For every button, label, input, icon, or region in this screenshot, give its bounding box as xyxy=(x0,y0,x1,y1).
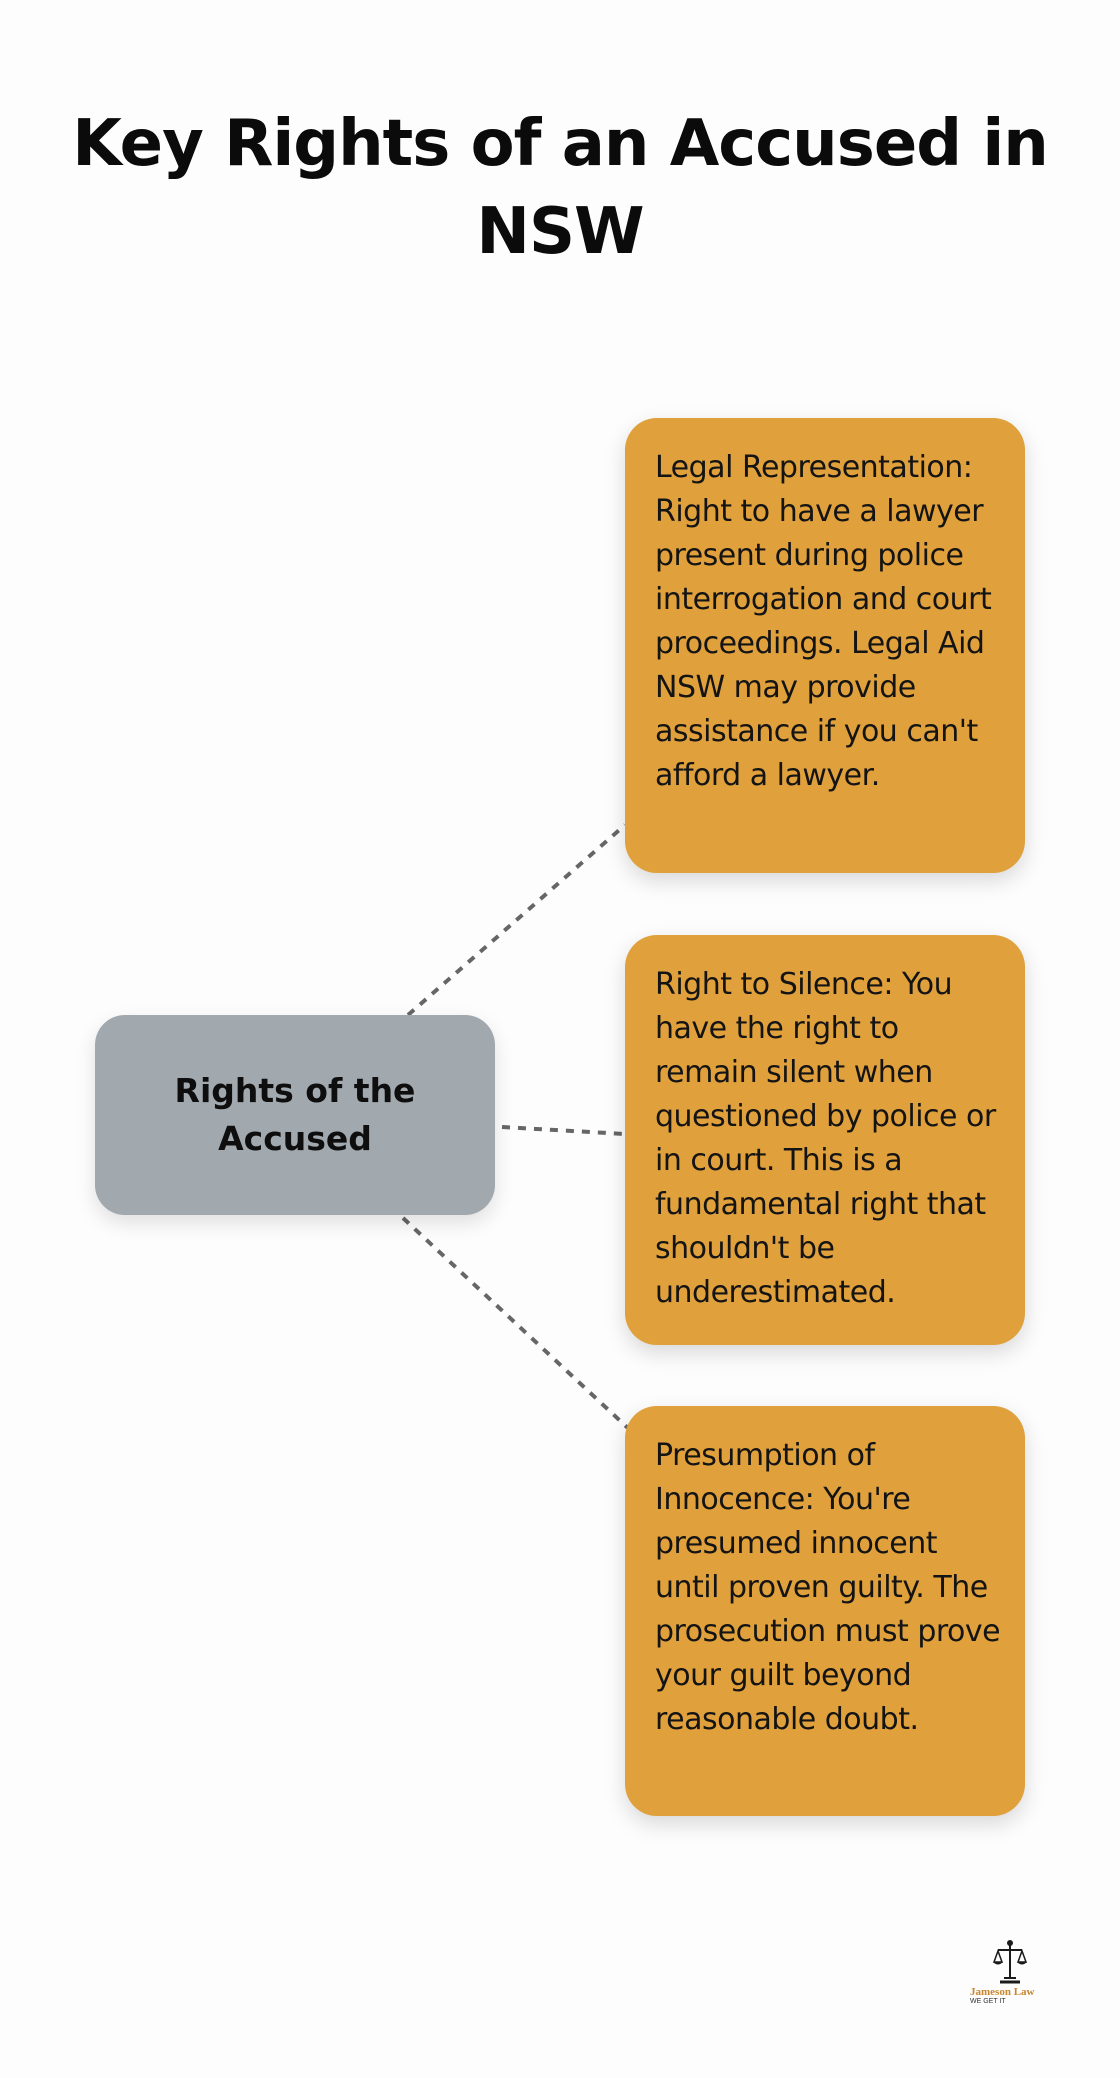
page-title: Key Rights of an Accused in NSW xyxy=(72,107,1048,269)
card-text: Legal Representation: Right to have a lawyer present during police interrogation and court proceedings. Legal Aid NSW may provide assistance if you can't afford a lawyer. xyxy=(655,450,992,793)
card-text: Right to Silence: You have the right to remain silent when questioned by police or in court. This is a fundamental right that shouldn't be underestimated. xyxy=(655,967,996,1310)
logo-name: Jameson Law xyxy=(970,1986,1035,1998)
brand-logo xyxy=(970,1938,1070,2018)
scales-of-justice-icon xyxy=(990,1938,1030,1986)
center-node xyxy=(95,1015,495,1215)
connector-line-1 xyxy=(408,825,625,1015)
card-text: Presumption of Innocence: You're presumed innocent until proven guilty. The prosecution must prove your guilt beyond reasonable doubt. xyxy=(655,1438,1001,1737)
connector-line-2 xyxy=(502,1127,625,1134)
right-card-presumption-of-innocence xyxy=(625,1406,1025,1816)
connector-line-3 xyxy=(403,1218,630,1430)
right-card-legal-representation xyxy=(625,418,1025,873)
logo-tagline: WE GET IT xyxy=(970,1998,1006,2005)
center-node-label: Rights of the Accused xyxy=(174,1071,416,1158)
right-card-right-to-silence xyxy=(625,935,1025,1345)
